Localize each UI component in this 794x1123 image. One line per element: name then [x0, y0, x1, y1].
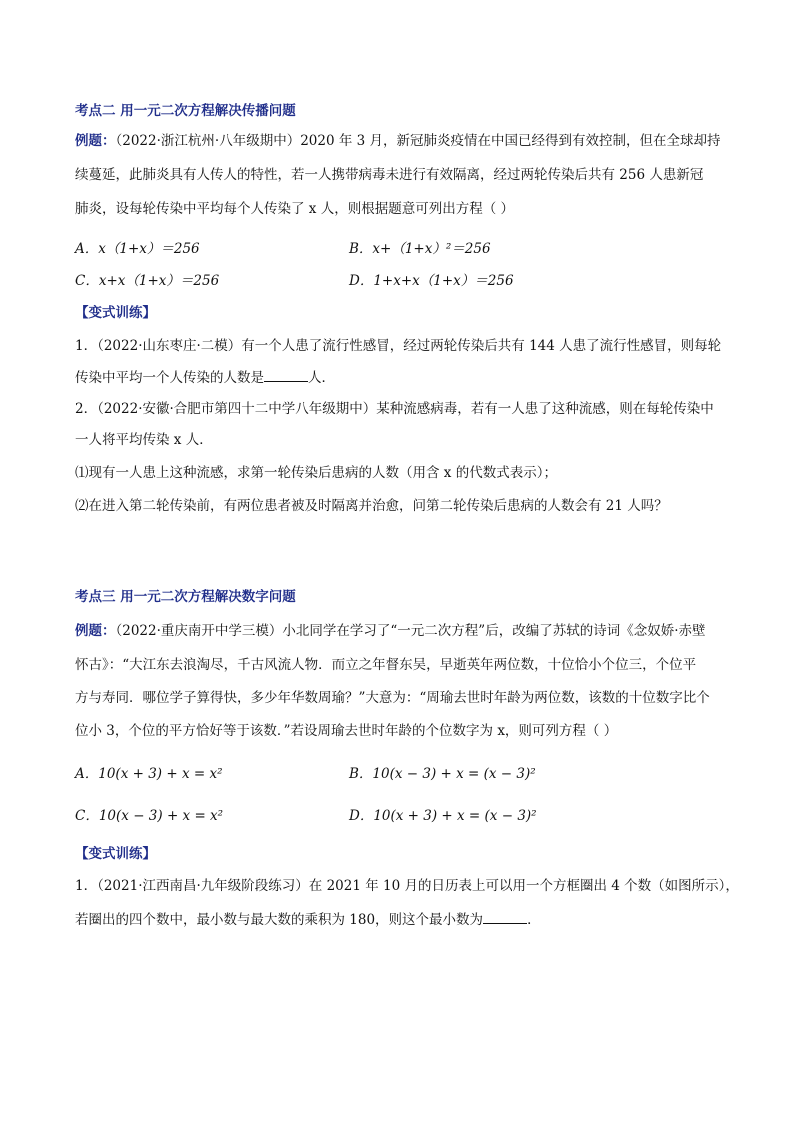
option-letter: C． — [75, 808, 99, 824]
section-heading-propagation: 考点二 用一元二次方程解决传播问题 — [75, 103, 296, 119]
question-2-line: 2．（2022·安徽·合肥市第四十二中学八年级期中）某种流感病毒，若有一人患了这种流感，则在每轮传染中 — [75, 401, 714, 417]
option-letter: B． — [349, 766, 373, 782]
option-a — [75, 239, 200, 259]
question-1-line: 1．（2021·江西南昌·九年级阶段练习）在 2021 年 10 月的日历表上可以用一个方框圈出 4 个数（如图所示）， — [75, 878, 739, 894]
option-c — [75, 271, 219, 291]
option-letter: A． — [75, 241, 99, 257]
option-letter: D． — [349, 808, 374, 824]
option-letter: B． — [349, 241, 373, 257]
question-text: 若圈出的四个数中，最小数与最大数的乘积为 180，则这个最小数为 — [75, 912, 484, 928]
option-d — [349, 271, 514, 291]
example-line — [75, 621, 725, 641]
example-text: （2022·重庆南开中学三模）小北同学在学习了“一元二次方程”后，改编了苏轼的诗词《念奴娇·赤壁 — [115, 623, 706, 639]
question-1-line: 1．（2022·山东枣庄·二模）有一个人患了流行性感冒，经过两轮传染后共有 144 人患了流行性感冒，则每轮 — [75, 338, 722, 354]
option-text: 10(x − 3) + x = x² — [98, 808, 224, 824]
option-letter: A． — [75, 766, 99, 782]
example-line: 位小 3，个位的平方恰好等于该数．”若设周瑜去世时年龄的个位数字为 x，则可列方程（ ） — [75, 723, 618, 739]
option-b — [349, 239, 491, 259]
question-2-part-2: ⑵在进入第二轮传染前，有两位患者被及时隔离并治愈，问第二轮传染后患病的人数会有 21 人吗？ — [75, 498, 668, 514]
question-1-line — [75, 367, 725, 388]
option-a — [75, 764, 223, 784]
option-letter: D． — [349, 273, 374, 289]
example-line: 肺炎，设每轮传染中平均每个人传染了 x 人，则根据题意可列出方程（ ） — [75, 201, 514, 217]
question-text: 人． — [308, 370, 335, 386]
option-text: x+（1+x）²＝256 — [372, 241, 491, 257]
question-2-line: 一人将平均传染 x 人． — [75, 432, 213, 448]
example-label: 例题： — [75, 623, 116, 639]
practice-label: 【变式训练】 — [75, 846, 156, 862]
example-text: （2022·浙江杭州·八年级期中）2020 年 3 月，新冠肺炎疫情在中国已经得到有效控制，但在全球却持 — [115, 133, 721, 149]
option-text: 10(x + 3) + x = x² — [98, 766, 223, 782]
option-text: x（1+x）＝256 — [98, 241, 200, 257]
example-line: 方与寿同．哪位学子算得快，多少年华数周瑜？”大意为：“周瑜去世时年龄为两位数，该数的十位数字比个 — [75, 690, 710, 706]
question-text: ． — [527, 912, 541, 928]
practice-label: 【变式训练】 — [75, 305, 156, 321]
option-letter: C． — [75, 273, 99, 289]
example-line — [75, 131, 725, 151]
question-2-part-1: ⑴现有一人患上这种流感，求第一轮传染后患病的人数（用含 x 的代数式表示）； — [75, 465, 557, 481]
option-text: x+x（1+x）＝256 — [98, 273, 220, 289]
option-text: 1+x+x（1+x）＝256 — [373, 273, 514, 289]
section-heading-number: 考点三 用一元二次方程解决数字问题 — [75, 589, 296, 605]
question-1-line — [75, 909, 725, 930]
example-line: 续蔓延，此肺炎具有人传人的特性，若一人携带病毒未进行有效隔离，经过两轮传染后共有 256 人患新冠 — [75, 167, 704, 183]
option-c — [75, 806, 223, 826]
example-line: 怀古》：“大江东去浪淘尽，千古风流人物．而立之年督东吴，早逝英年两位数，十位恰小个位三，个位平 — [75, 657, 697, 673]
option-text: 10(x − 3) + x = (x − 3)² — [372, 766, 536, 782]
answer-blank[interactable] — [264, 367, 308, 382]
option-text: 10(x + 3) + x = (x − 3)² — [373, 808, 537, 824]
answer-blank[interactable] — [483, 909, 527, 924]
question-text: 传染中平均一个人传染的人数是 — [75, 370, 264, 386]
option-d — [349, 806, 537, 826]
option-b — [349, 764, 536, 784]
example-label: 例题： — [75, 133, 116, 149]
